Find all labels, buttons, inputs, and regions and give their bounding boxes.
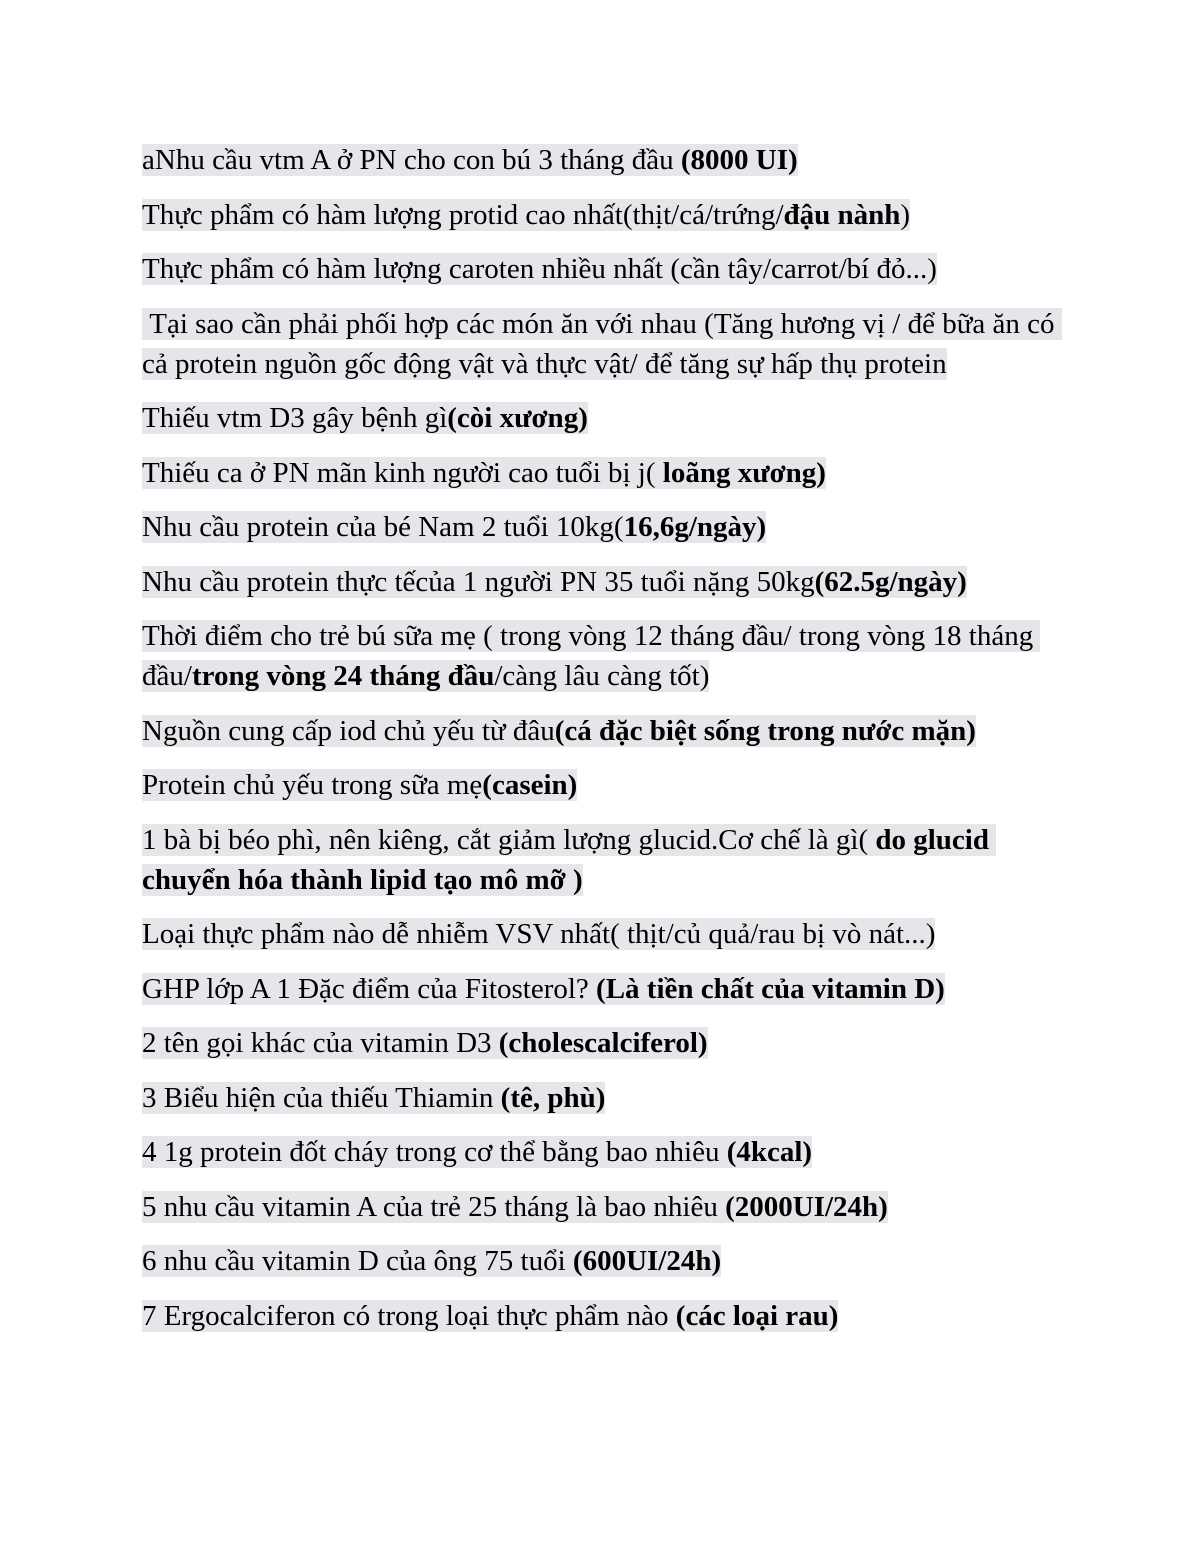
answer-text: trong vòng 24 tháng đầu <box>191 660 495 692</box>
question-text: GHP lớp A 1 Đặc điểm của Fitosterol? <box>142 972 597 1005</box>
question-text: Thực phẩm có hàm lượng protid cao nhất(thịt/cá/trứng/ <box>142 198 784 231</box>
answer-text: (tê, phù) <box>500 1081 606 1114</box>
answer-text: (8000 UI) <box>680 144 798 176</box>
document-paragraph <box>142 1078 1062 1118</box>
question-text: ) <box>900 198 911 231</box>
question-text: /càng lâu càng tốt) <box>494 660 710 692</box>
question-text: aNhu cầu vtm A ở PN cho con bú 3 tháng đầu <box>142 144 681 176</box>
answer-text: (600UI/24h) <box>572 1245 722 1277</box>
question-text: Nhu cầu protein thực tếcủa 1 người PN 35 tuổi nặng 50kg <box>142 565 815 598</box>
question-text: Nhu cầu protein của bé Nam 2 tuổi 10kg( <box>142 511 624 543</box>
answer-text: do glucid chuyển hóa thành lipid tạo mô mỡ ) <box>142 823 997 896</box>
document-paragraph <box>142 398 1062 438</box>
question-text: 3 Biểu hiện của thiếu Thiamin <box>142 1081 501 1114</box>
document-paragraph <box>142 616 1062 696</box>
document-paragraph <box>142 249 1062 289</box>
question-text: Thời điểm cho trẻ bú sữa mẹ ( trong vòng 12 tháng đầu/ trong vòng 18 tháng đầu/ <box>142 620 1041 692</box>
answer-text: (4kcal) <box>726 1136 813 1168</box>
question-text: Thiếu vtm D3 gây bệnh gì <box>142 402 448 434</box>
document-paragraph <box>142 453 1062 493</box>
document-body <box>142 140 1062 1350</box>
document-paragraph <box>142 195 1062 235</box>
question-text: Protein chủ yếu trong sữa mẹ <box>142 769 483 801</box>
answer-text: (cholescalciferol) <box>498 1027 708 1059</box>
document-paragraph <box>142 1241 1062 1281</box>
question-text: Thiếu ca ở PN mãn kinh người cao tuổi bị j( <box>142 456 663 489</box>
question-text: 6 nhu cầu vitamin D của ông 75 tuổi <box>142 1245 573 1277</box>
answer-text: (các loại rau) <box>675 1299 839 1332</box>
question-text: 2 tên gọi khác của vitamin D3 <box>142 1027 499 1059</box>
answer-text: (còi xương) <box>447 402 588 434</box>
document-paragraph <box>142 1132 1062 1172</box>
question-text: Thực phẩm có hàm lượng caroten nhiều nhất (cần tây/carrot/bí đỏ...) <box>142 253 937 285</box>
question-text: Nguồn cung cấp iod chủ yếu từ đâu <box>142 714 555 747</box>
document-paragraph <box>142 914 1062 954</box>
document-paragraph <box>142 765 1062 805</box>
document-paragraph <box>142 507 1062 547</box>
document-paragraph <box>142 1296 1062 1336</box>
document-paragraph <box>142 304 1062 384</box>
document-paragraph <box>142 820 1062 900</box>
answer-text: (Là tiền chất của vitamin D) <box>596 972 945 1005</box>
answer-text: (62.5g/ngày) <box>814 565 967 598</box>
answer-text: loãng xương) <box>662 456 826 489</box>
answer-text: (casein) <box>482 769 578 801</box>
document-paragraph <box>142 140 1062 180</box>
question-text: 7 Ergocalciferon có trong loại thực phẩm nào <box>142 1299 676 1332</box>
answer-text: 16,6g/ngày) <box>623 511 767 543</box>
answer-text: đậu nành <box>783 198 901 231</box>
question-text: 4 1g protein đốt cháy trong cơ thể bằng bao nhiêu <box>142 1136 727 1168</box>
document-paragraph <box>142 1023 1062 1063</box>
document-paragraph <box>142 1187 1062 1227</box>
document-paragraph <box>142 711 1062 751</box>
question-text: Tại sao cần phải phối hợp các món ăn với nhau (Tăng hương vị / để bữa ăn có cả protein nguồn gốc động vật và thực vật/ để tăng sự hấp thụ protein <box>142 307 1062 380</box>
answer-text: (cá đặc biệt sống trong nước mặn) <box>554 714 976 747</box>
document-paragraph <box>142 562 1062 602</box>
document-paragraph <box>142 969 1062 1009</box>
question-text: 5 nhu cầu vitamin A của trẻ 25 tháng là bao nhiêu <box>142 1190 726 1223</box>
question-text: 1 bà bị béo phì, nên kiêng, cắt giảm lượng glucid.Cơ chế là gì( <box>142 823 876 856</box>
answer-text: (2000UI/24h) <box>725 1190 888 1223</box>
question-text: Loại thực phẩm nào dễ nhiễm VSV nhất( thịt/củ quả/rau bị vò nát...) <box>142 918 936 950</box>
